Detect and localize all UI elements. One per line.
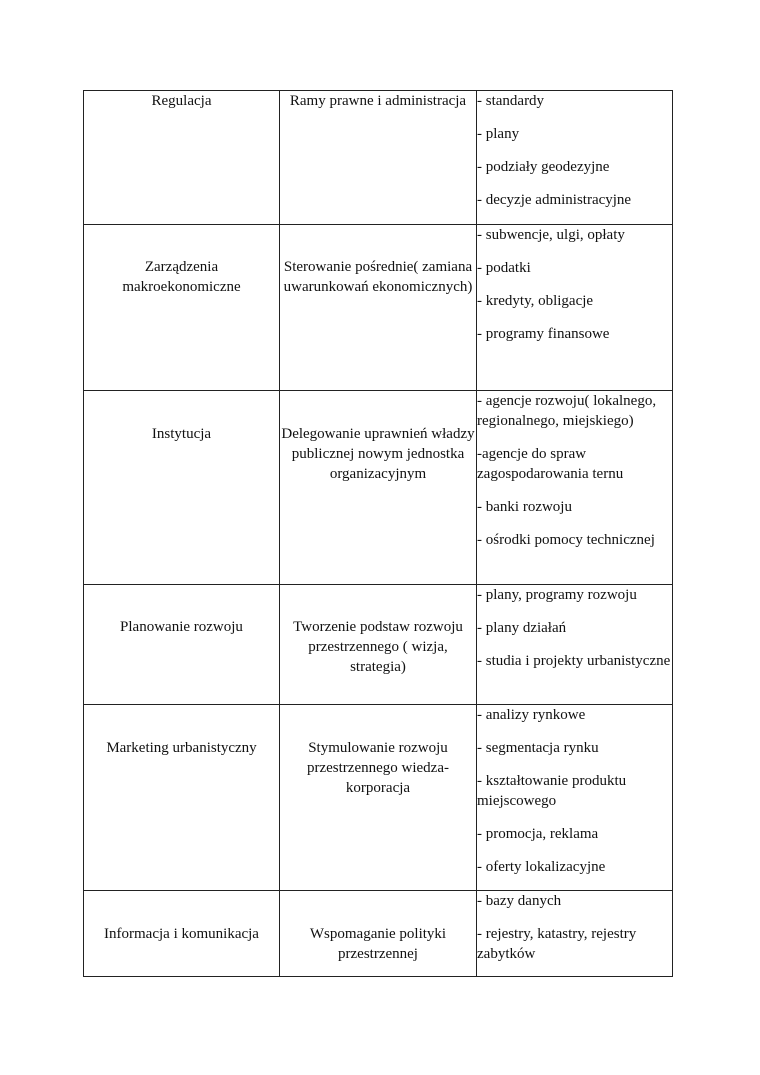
items-cell <box>477 391 673 585</box>
list-item: -agencje do spraw zagospodarowania ternu <box>477 446 624 482</box>
list-item: - standardy <box>477 93 545 109</box>
items-cell <box>477 225 673 391</box>
table-row <box>84 891 673 977</box>
list-item: - segmentacja rynku <box>477 740 599 756</box>
category-cell: Planowanie rozwoju <box>84 585 280 705</box>
list-item: - kształtowanie produktu miejscowego <box>477 773 627 809</box>
list-item: - agencje rozwoju( lokalnego, regionalnego, miejskiego) <box>477 393 657 429</box>
list-item: - kredyty, obligacje <box>477 293 594 309</box>
category-cell: Zarządzenia makroekonomiczne <box>84 225 280 391</box>
list-item: - bazy danych <box>477 893 562 909</box>
list-item: - studia i projekty urbanistyczne <box>477 653 671 669</box>
description-cell: Sterowanie pośrednie( zamiana uwarunkowań ekonomicznych) <box>280 225 477 391</box>
list-item: - subwencje, ulgi, opłaty <box>477 227 625 243</box>
list-item: - plany działań <box>477 620 567 636</box>
table-row <box>84 91 673 225</box>
category-cell: Regulacja <box>84 91 280 225</box>
list-item: - ośrodki pomocy technicznej <box>477 532 655 548</box>
list-item: - oferty lokalizacyjne <box>477 859 606 875</box>
table-row <box>84 585 673 705</box>
category-cell: Instytucja <box>84 391 280 585</box>
items-cell <box>477 91 673 225</box>
list-item: - banki rozwoju <box>477 499 572 515</box>
list-item: - plany, programy rozwoju <box>477 587 637 603</box>
items-cell <box>477 585 673 705</box>
description-cell: Delegowanie uprawnień władzy publicznej nowym jednostka organizacyjnym <box>280 391 477 585</box>
description-cell: Ramy prawne i administracja <box>280 91 477 225</box>
table-row <box>84 225 673 391</box>
policy-instruments-table <box>83 90 673 977</box>
list-item: - programy finansowe <box>477 326 610 342</box>
list-item: - analizy rynkowe <box>477 707 586 723</box>
table-row <box>84 705 673 891</box>
items-cell <box>477 705 673 891</box>
list-item: - rejestry, katastry, rejestry zabytków <box>477 926 637 962</box>
category-cell: Informacja i komunikacja <box>84 891 280 977</box>
list-item: - podatki <box>477 260 531 276</box>
list-item: - podziały geodezyjne <box>477 159 610 175</box>
list-item: - plany <box>477 126 520 142</box>
description-cell: Stymulowanie rozwoju przestrzennego wiedza-korporacja <box>280 705 477 891</box>
list-item: - promocja, reklama <box>477 826 599 842</box>
description-cell: Tworzenie podstaw rozwoju przestrzennego ( wizja, strategia) <box>280 585 477 705</box>
category-cell: Marketing urbanistyczny <box>84 705 280 891</box>
list-item: - decyzje administracyjne <box>477 192 632 208</box>
items-cell <box>477 891 673 977</box>
description-cell: Wspomaganie polityki przestrzennej <box>280 891 477 977</box>
table-row <box>84 391 673 585</box>
